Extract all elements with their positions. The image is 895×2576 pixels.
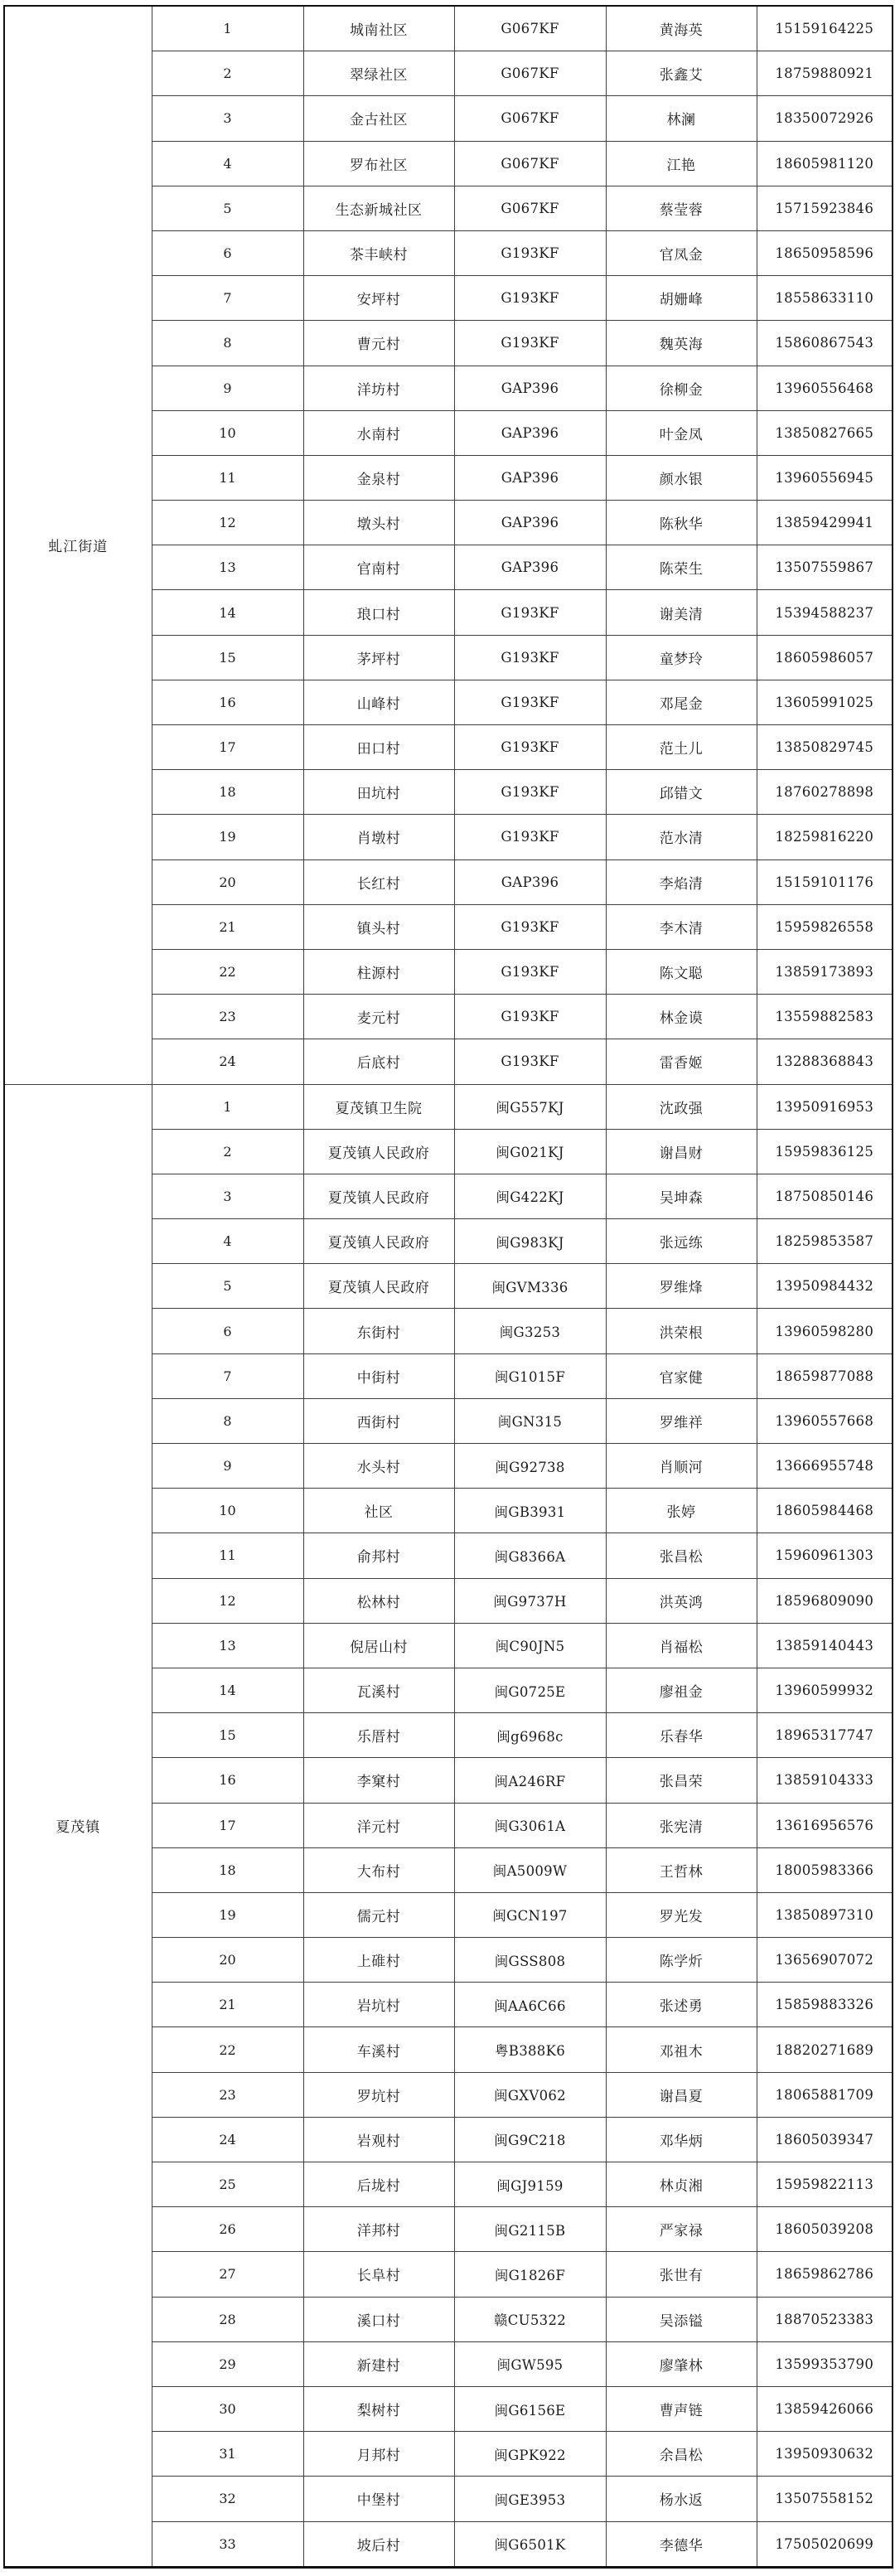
unit-cell: 东街村	[303, 1309, 454, 1353]
phone-cell: 15394588237	[757, 590, 893, 635]
phone-cell: 13288368843	[757, 1039, 893, 1084]
unit-cell: 安坪村	[303, 276, 454, 321]
no-cell: 17	[152, 725, 303, 770]
phone-cell: 18596809090	[757, 1578, 893, 1623]
name-cell: 谢昌财	[606, 1129, 757, 1174]
phone-cell: 17505020699	[757, 2521, 893, 2567]
plate-cell: G193KF	[454, 680, 606, 724]
plate-cell: 闽G1826F	[454, 2252, 606, 2297]
no-cell: 10	[152, 1489, 303, 1533]
unit-cell: 罗坑村	[303, 2072, 454, 2117]
name-cell: 李木清	[606, 904, 757, 949]
name-cell: 谢美清	[606, 590, 757, 635]
plate-cell: 闽GW595	[454, 2341, 606, 2386]
name-cell: 杨水返	[606, 2477, 757, 2521]
unit-cell: 上碓村	[303, 1938, 454, 1983]
no-cell: 23	[152, 2072, 303, 2117]
phone-cell: 18965317747	[757, 1713, 893, 1758]
phone-cell: 13859426066	[757, 2386, 893, 2431]
unit-cell: 车溪村	[303, 2027, 454, 2072]
unit-cell: 夏茂镇人民政府	[303, 1129, 454, 1174]
no-cell: 1	[152, 6, 303, 51]
district-cell: 虬江街道	[4, 6, 152, 1084]
no-cell: 18	[152, 770, 303, 815]
plate-cell: GAP396	[454, 455, 606, 500]
unit-cell: 洋邦村	[303, 2207, 454, 2252]
phone-cell: 13599353790	[757, 2341, 893, 2386]
name-cell: 张述勇	[606, 1983, 757, 2027]
no-cell: 14	[152, 1668, 303, 1712]
name-cell: 张世有	[606, 2252, 757, 2297]
name-cell: 廖祖金	[606, 1668, 757, 1712]
no-cell: 16	[152, 1758, 303, 1803]
name-cell: 范土儿	[606, 725, 757, 770]
no-cell: 6	[152, 230, 303, 275]
plate-cell: G193KF	[454, 276, 606, 321]
plate-cell: G067KF	[454, 186, 606, 230]
no-cell: 8	[152, 1398, 303, 1443]
plate-cell: 闽AA6C66	[454, 1983, 606, 2027]
plate-cell: G193KF	[454, 1039, 606, 1084]
plate-cell: 闽G557KJ	[454, 1084, 606, 1129]
unit-cell: 茶丰峡村	[303, 230, 454, 275]
no-cell: 11	[152, 1533, 303, 1578]
plate-cell: G193KF	[454, 770, 606, 815]
unit-cell: 水南村	[303, 410, 454, 455]
plate-cell: G193KF	[454, 904, 606, 949]
unit-cell: 社区	[303, 1489, 454, 1533]
unit-cell: 金古社区	[303, 96, 454, 141]
phone-cell: 13859104333	[757, 1758, 893, 1803]
no-cell: 4	[152, 141, 303, 186]
name-cell: 沈政强	[606, 1084, 757, 1129]
no-cell: 21	[152, 904, 303, 949]
name-cell: 邓尾金	[606, 680, 757, 724]
no-cell: 26	[152, 2207, 303, 2252]
no-cell: 13	[152, 545, 303, 590]
phone-cell: 18870523383	[757, 2297, 893, 2341]
no-cell: 22	[152, 2027, 303, 2072]
plate-cell: 闽A246RF	[454, 1758, 606, 1803]
plate-cell: G067KF	[454, 141, 606, 186]
name-cell: 林金谟	[606, 995, 757, 1039]
unit-cell: 夏茂镇人民政府	[303, 1219, 454, 1264]
phone-cell: 18659862786	[757, 2252, 893, 2297]
phone-cell: 15860867543	[757, 321, 893, 366]
no-cell: 12	[152, 1578, 303, 1623]
name-cell: 范水清	[606, 815, 757, 859]
name-cell: 魏英海	[606, 321, 757, 366]
name-cell: 黄海英	[606, 6, 757, 51]
unit-cell: 中街村	[303, 1353, 454, 1398]
unit-cell: 翠绿社区	[303, 51, 454, 96]
plate-cell: 赣CU5322	[454, 2297, 606, 2341]
phone-cell: 13507559867	[757, 545, 893, 590]
no-cell: 20	[152, 859, 303, 904]
name-cell: 罗维祥	[606, 1398, 757, 1443]
name-cell: 吴添镒	[606, 2297, 757, 2341]
phone-cell: 13960599932	[757, 1668, 893, 1712]
name-cell: 张鑫艾	[606, 51, 757, 96]
no-cell: 5	[152, 1264, 303, 1309]
district-cell: 夏茂镇	[4, 1084, 152, 2567]
name-cell: 李德华	[606, 2521, 757, 2567]
no-cell: 5	[152, 186, 303, 230]
phone-cell: 18759880921	[757, 51, 893, 96]
phone-cell: 13950916953	[757, 1084, 893, 1129]
plate-cell: 闽GJ9159	[454, 2162, 606, 2207]
plate-cell: 闽G3061A	[454, 1803, 606, 1847]
unit-cell: 茅坪村	[303, 635, 454, 680]
plate-cell: 闽G422KJ	[454, 1174, 606, 1218]
unit-cell: 夏茂镇人民政府	[303, 1264, 454, 1309]
plate-cell: G193KF	[454, 949, 606, 994]
unit-cell: 瓦溪村	[303, 1668, 454, 1712]
name-cell: 乐春华	[606, 1713, 757, 1758]
unit-cell: 城南社区	[303, 6, 454, 51]
unit-cell: 柱源村	[303, 949, 454, 994]
name-cell: 廖肇林	[606, 2341, 757, 2386]
phone-cell: 13960556945	[757, 455, 893, 500]
name-cell: 颜水银	[606, 455, 757, 500]
phone-cell: 13666955748	[757, 1444, 893, 1489]
plate-cell: 闽G021KJ	[454, 1129, 606, 1174]
no-cell: 29	[152, 2341, 303, 2386]
unit-cell: 梨树村	[303, 2386, 454, 2431]
phone-cell: 18065881709	[757, 2072, 893, 2117]
name-cell: 谢昌夏	[606, 2072, 757, 2117]
phone-cell: 15960961303	[757, 1533, 893, 1578]
plate-cell: GAP396	[454, 545, 606, 590]
name-cell: 张婷	[606, 1489, 757, 1533]
unit-cell: 夏茂镇卫生院	[303, 1084, 454, 1129]
unit-cell: 溪口村	[303, 2297, 454, 2341]
unit-cell: 罗布社区	[303, 141, 454, 186]
no-cell: 28	[152, 2297, 303, 2341]
phone-cell: 13950984432	[757, 1264, 893, 1309]
plate-cell: 闽G9C218	[454, 2117, 606, 2162]
plate-cell: 闽G983KJ	[454, 1219, 606, 1264]
plate-cell: G193KF	[454, 815, 606, 859]
phone-cell: 13960556468	[757, 366, 893, 410]
plate-cell: 闽G1015F	[454, 1353, 606, 1398]
plate-cell: G193KF	[454, 230, 606, 275]
plate-cell: 闽G3253	[454, 1309, 606, 1353]
table-row	[4, 1084, 893, 1129]
plate-cell: GAP396	[454, 859, 606, 904]
plate-cell: G193KF	[454, 725, 606, 770]
plate-cell: 闽G6501K	[454, 2521, 606, 2567]
name-cell: 徐柳金	[606, 366, 757, 410]
plate-cell: 闽C90JN5	[454, 1623, 606, 1668]
unit-cell: 后底村	[303, 1039, 454, 1084]
phone-cell: 18605981120	[757, 141, 893, 186]
phone-cell: 13859173893	[757, 949, 893, 994]
plate-cell: G193KF	[454, 590, 606, 635]
unit-cell: 洋坊村	[303, 366, 454, 410]
phone-cell: 13616956576	[757, 1803, 893, 1847]
plate-cell: 闽GXV062	[454, 2072, 606, 2117]
name-cell: 曹声链	[606, 2386, 757, 2431]
unit-cell: 曹元村	[303, 321, 454, 366]
plate-cell: 闽GE3953	[454, 2477, 606, 2521]
no-cell: 22	[152, 949, 303, 994]
unit-cell: 岩坑村	[303, 1983, 454, 2027]
no-cell: 24	[152, 2117, 303, 2162]
unit-cell: 官南村	[303, 545, 454, 590]
name-cell: 林澜	[606, 96, 757, 141]
unit-cell: 生态新城社区	[303, 186, 454, 230]
name-cell: 陈秋华	[606, 501, 757, 545]
phone-cell: 18650958596	[757, 230, 893, 275]
phone-cell: 18750850146	[757, 1174, 893, 1218]
no-cell: 19	[152, 815, 303, 859]
plate-cell: GAP396	[454, 410, 606, 455]
plate-cell: G193KF	[454, 995, 606, 1039]
no-cell: 12	[152, 501, 303, 545]
no-cell: 8	[152, 321, 303, 366]
no-cell: 24	[152, 1039, 303, 1084]
no-cell: 9	[152, 1444, 303, 1489]
name-cell: 邓华炳	[606, 2117, 757, 2162]
name-cell: 洪英鸿	[606, 1578, 757, 1623]
phone-cell: 15859883326	[757, 1983, 893, 2027]
unit-cell: 大布村	[303, 1847, 454, 1892]
unit-cell: 李窠村	[303, 1758, 454, 1803]
no-cell: 32	[152, 2477, 303, 2521]
plate-cell: G067KF	[454, 96, 606, 141]
no-cell: 23	[152, 995, 303, 1039]
phone-cell: 13960598280	[757, 1309, 893, 1353]
plate-cell: 闽G0725E	[454, 1668, 606, 1712]
name-cell: 官凤金	[606, 230, 757, 275]
no-cell: 19	[152, 1892, 303, 1937]
unit-cell: 西街村	[303, 1398, 454, 1443]
name-cell: 陈学炘	[606, 1938, 757, 1983]
plate-cell: 闽GSS808	[454, 1938, 606, 1983]
no-cell: 10	[152, 410, 303, 455]
name-cell: 陈荣生	[606, 545, 757, 590]
plate-cell: 闽GCN197	[454, 1892, 606, 1937]
unit-cell: 镇头村	[303, 904, 454, 949]
name-cell: 江艳	[606, 141, 757, 186]
phone-cell: 18760278898	[757, 770, 893, 815]
unit-cell: 俞邦村	[303, 1533, 454, 1578]
unit-cell: 岩观村	[303, 2117, 454, 2162]
unit-cell: 后垅村	[303, 2162, 454, 2207]
phone-cell: 18259816220	[757, 815, 893, 859]
name-cell: 邱错文	[606, 770, 757, 815]
no-cell: 3	[152, 96, 303, 141]
unit-cell: 山峰村	[303, 680, 454, 724]
name-cell: 余昌松	[606, 2432, 757, 2477]
name-cell: 李焰清	[606, 859, 757, 904]
plate-cell: 粤B388K6	[454, 2027, 606, 2072]
name-cell: 罗维烽	[606, 1264, 757, 1309]
phone-cell: 13859429941	[757, 501, 893, 545]
phone-cell: 13559882583	[757, 995, 893, 1039]
no-cell: 25	[152, 2162, 303, 2207]
unit-cell: 新建村	[303, 2341, 454, 2386]
no-cell: 30	[152, 2386, 303, 2431]
no-cell: 6	[152, 1309, 303, 1353]
plate-cell: G067KF	[454, 51, 606, 96]
no-cell: 9	[152, 366, 303, 410]
plate-cell: 闽GB3931	[454, 1489, 606, 1533]
phone-cell: 18605984468	[757, 1489, 893, 1533]
name-cell: 洪荣根	[606, 1309, 757, 1353]
plate-cell: 闽G2115B	[454, 2207, 606, 2252]
unit-cell: 倪居山村	[303, 1623, 454, 1668]
phone-cell: 18605039347	[757, 2117, 893, 2162]
no-cell: 15	[152, 1713, 303, 1758]
unit-cell: 麦元村	[303, 995, 454, 1039]
unit-cell: 中堡村	[303, 2477, 454, 2521]
phone-cell: 15159164225	[757, 6, 893, 51]
no-cell: 17	[152, 1803, 303, 1847]
phone-cell: 18820271689	[757, 2027, 893, 2072]
unit-cell: 松林村	[303, 1578, 454, 1623]
phone-cell: 18605986057	[757, 635, 893, 680]
plate-cell: 闽GN315	[454, 1398, 606, 1443]
phone-cell: 13850829745	[757, 725, 893, 770]
name-cell: 蔡莹蓉	[606, 186, 757, 230]
plate-cell: 闽GPK922	[454, 2432, 606, 2477]
phone-cell: 15959826558	[757, 904, 893, 949]
no-cell: 20	[152, 1938, 303, 1983]
name-cell: 张昌荣	[606, 1758, 757, 1803]
no-cell: 11	[152, 455, 303, 500]
unit-cell: 水头村	[303, 1444, 454, 1489]
phone-cell: 13850897310	[757, 1892, 893, 1937]
vehicle-contact-table	[3, 5, 893, 2569]
phone-cell: 18005983366	[757, 1847, 893, 1892]
name-cell: 严家禄	[606, 2207, 757, 2252]
name-cell: 王哲林	[606, 1847, 757, 1892]
no-cell: 3	[152, 1174, 303, 1218]
name-cell: 吴坤森	[606, 1174, 757, 1218]
plate-cell: 闽G9737H	[454, 1578, 606, 1623]
unit-cell: 琅口村	[303, 590, 454, 635]
phone-cell: 18659877088	[757, 1353, 893, 1398]
plate-cell: G193KF	[454, 635, 606, 680]
phone-cell: 13960557668	[757, 1398, 893, 1443]
phone-cell: 15715923846	[757, 186, 893, 230]
phone-cell: 18259853587	[757, 1219, 893, 1264]
name-cell: 童梦玲	[606, 635, 757, 680]
unit-cell: 长红村	[303, 859, 454, 904]
unit-cell: 墩头村	[303, 501, 454, 545]
name-cell: 胡姗峰	[606, 276, 757, 321]
unit-cell: 洋元村	[303, 1803, 454, 1847]
no-cell: 33	[152, 2521, 303, 2567]
plate-cell: 闽G6156E	[454, 2386, 606, 2431]
phone-cell: 18605039208	[757, 2207, 893, 2252]
unit-cell: 田坑村	[303, 770, 454, 815]
no-cell: 1	[152, 1084, 303, 1129]
no-cell: 15	[152, 635, 303, 680]
phone-cell: 15159101176	[757, 859, 893, 904]
name-cell: 张昌松	[606, 1533, 757, 1578]
unit-cell: 月邦村	[303, 2432, 454, 2477]
name-cell: 罗光发	[606, 1892, 757, 1937]
unit-cell: 乐厝村	[303, 1713, 454, 1758]
plate-cell: 闽g6968c	[454, 1713, 606, 1758]
phone-cell: 13850827665	[757, 410, 893, 455]
name-cell: 肖福松	[606, 1623, 757, 1668]
no-cell: 7	[152, 1353, 303, 1398]
name-cell: 肖顺河	[606, 1444, 757, 1489]
plate-cell: 闽G8366A	[454, 1533, 606, 1578]
phone-cell: 13507558152	[757, 2477, 893, 2521]
table-row	[4, 6, 893, 51]
unit-cell: 长阜村	[303, 2252, 454, 2297]
name-cell: 雷香姬	[606, 1039, 757, 1084]
no-cell: 21	[152, 1983, 303, 2027]
no-cell: 7	[152, 276, 303, 321]
no-cell: 2	[152, 1129, 303, 1174]
unit-cell: 坡后村	[303, 2521, 454, 2567]
phone-cell: 13859140443	[757, 1623, 893, 1668]
name-cell: 林贞湘	[606, 2162, 757, 2207]
phone-cell: 15959822113	[757, 2162, 893, 2207]
unit-cell: 肖墩村	[303, 815, 454, 859]
phone-cell: 18350072926	[757, 96, 893, 141]
plate-cell: 闽A5009W	[454, 1847, 606, 1892]
plate-cell: 闽GVM336	[454, 1264, 606, 1309]
unit-cell: 田口村	[303, 725, 454, 770]
no-cell: 31	[152, 2432, 303, 2477]
plate-cell: 闽G92738	[454, 1444, 606, 1489]
no-cell: 16	[152, 680, 303, 724]
phone-cell: 13656907072	[757, 1938, 893, 1983]
name-cell: 张远练	[606, 1219, 757, 1264]
name-cell: 张宪清	[606, 1803, 757, 1847]
no-cell: 4	[152, 1219, 303, 1264]
unit-cell: 儒元村	[303, 1892, 454, 1937]
phone-cell: 18558633110	[757, 276, 893, 321]
name-cell: 邓祖木	[606, 2027, 757, 2072]
plate-cell: G067KF	[454, 6, 606, 51]
no-cell: 18	[152, 1847, 303, 1892]
no-cell: 14	[152, 590, 303, 635]
name-cell: 官家健	[606, 1353, 757, 1398]
phone-cell: 13950930632	[757, 2432, 893, 2477]
no-cell: 27	[152, 2252, 303, 2297]
plate-cell: G193KF	[454, 321, 606, 366]
phone-cell: 13605991025	[757, 680, 893, 724]
name-cell: 叶金凤	[606, 410, 757, 455]
no-cell: 13	[152, 1623, 303, 1668]
unit-cell: 金泉村	[303, 455, 454, 500]
name-cell: 陈文聪	[606, 949, 757, 994]
phone-cell: 15959836125	[757, 1129, 893, 1174]
no-cell: 2	[152, 51, 303, 96]
plate-cell: GAP396	[454, 501, 606, 545]
unit-cell: 夏茂镇人民政府	[303, 1174, 454, 1218]
plate-cell: GAP396	[454, 366, 606, 410]
